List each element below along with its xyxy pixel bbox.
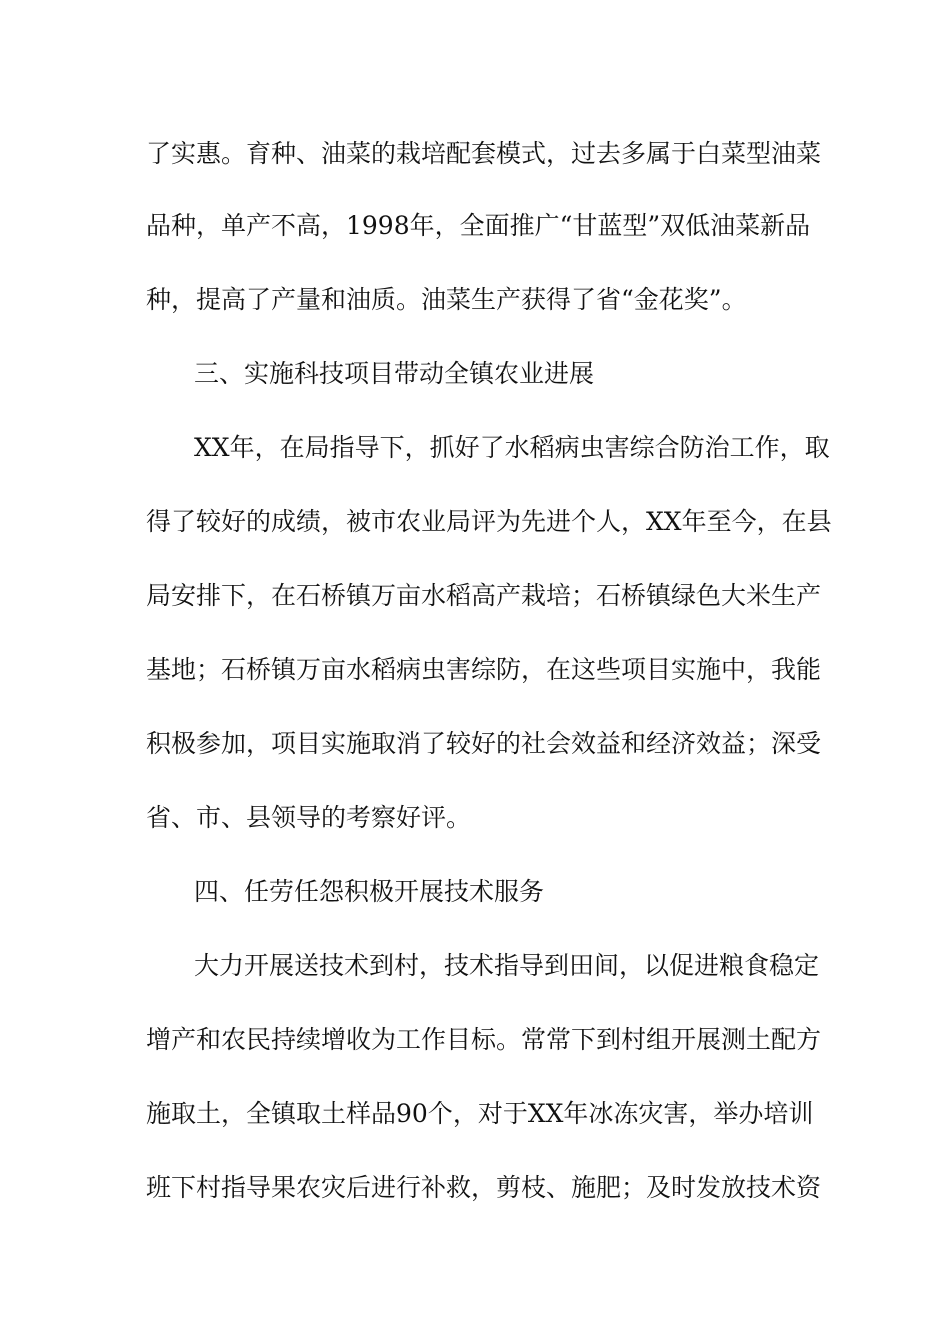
text-line: XX年，在局指导下，抓好了水稻病虫害综合防治工作，取 (194, 433, 830, 462)
text-line: 大力开展送技术到村，技术指导到田间，以促进粮食稳定 (194, 951, 820, 980)
text-line: 积极参加，项目实施取消了较好的社会效益和经济效益；深受 (146, 729, 822, 758)
text-line: 品种，单产不高，1998年，全面推广“甘蓝型”双低油菜新品 (146, 211, 811, 240)
text-line: 施取土，全镇取土样品90个，对于XX年冰冻灾害，举办培训 (146, 1099, 814, 1128)
text-line: 增产和农民持续增收为工作目标。常常下到村组开展测土配方 (146, 1025, 822, 1054)
section-heading: 四、任劳任怨积极开展技术服务 (194, 877, 545, 906)
text-line: 班下村指导果农灾后进行补救，剪枝、施肥；及时发放技术资 (146, 1173, 822, 1202)
text-line: 得了较好的成绩，被市农业局评为先进个人，XX年至今，在县 (146, 507, 832, 536)
text-line: 省、市、县领导的考察好评。 (146, 803, 472, 832)
text-line: 局安排下，在石桥镇万亩水稻高产栽培；石桥镇绿色大米生产 (146, 581, 822, 610)
text-line: 了实惠。育种、油菜的栽培配套模式，过去多属于白菜型油菜 (146, 139, 822, 168)
text-line: 基地；石桥镇万亩水稻病虫害综防，在这些项目实施中，我能 (146, 655, 822, 684)
text-line: 种，提高了产量和油质。油菜生产获得了省“金花奖”。 (146, 285, 747, 314)
section-heading: 三、实施科技项目带动全镇农业进展 (194, 359, 595, 388)
